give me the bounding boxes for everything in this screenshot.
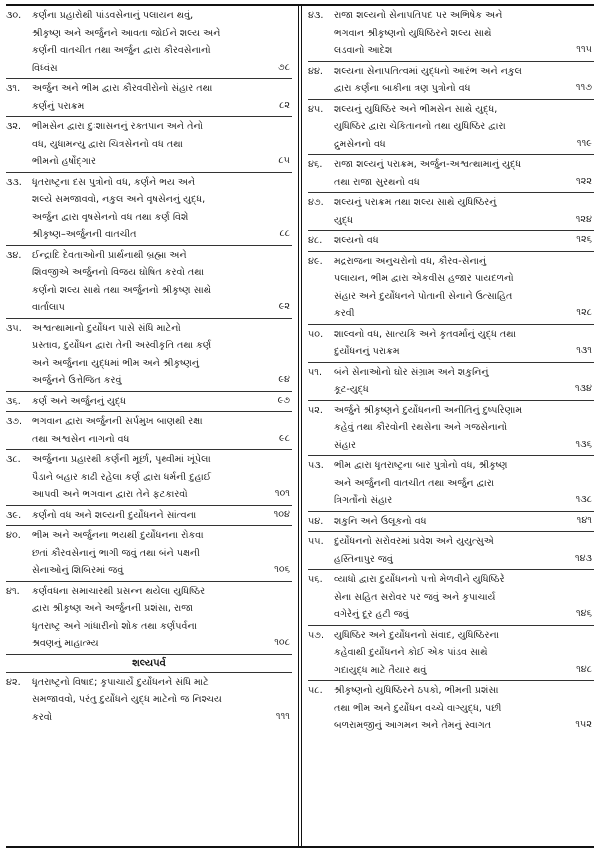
entry-title-line: ધૃતરાષ્ટ્રનો વિષાદ; કૃપાચાર્યે દુર્યોધનને સંધિ માટે: [32, 676, 209, 688]
entry-page-number: ૧૦૮: [274, 637, 290, 648]
entry-title-line: ભીમ દ્વારા ધૃતરાષ્ટ્રના બાર પુત્રોનો વધ, શ્રીકૃષ્ણ: [334, 460, 508, 471]
entry-page-number: ૮૨: [279, 99, 290, 111]
contents-entry: [6, 673, 292, 728]
entry-page-number: ૧૩૬: [575, 438, 592, 450]
entry-row: [6, 674, 292, 727]
entry-title-line: ભીમ અને અર્જુનના ભયથી દુર્યોધનના રોકવા: [32, 530, 204, 541]
entry-title-line: વિધ્વંસ: [32, 62, 58, 74]
entry-row: [308, 402, 594, 455]
entry-number: ૪૫.: [308, 103, 324, 115]
contents-entry: [308, 570, 594, 626]
entry-number: ૫૪.: [308, 515, 324, 527]
entry-title: [334, 101, 594, 154]
entry-row: [308, 253, 594, 323]
entry-title-line: અર્જુને શ્રીકૃષ્ણને દુર્યોધનની અનીતિનું દુષ્પરિણામ: [334, 404, 523, 416]
entry-title-line: અર્જુન દ્વારા વૃષસેનનો વધ તથા કર્ણ વિશે: [32, 211, 189, 223]
entry-title-line: શાલ્વનો વધ, સાત્યકિ અને કૃતવર્માનું યુદ્ધ તથા: [334, 328, 516, 340]
entry-row: [6, 118, 292, 171]
entry-number: ૫૨.: [308, 404, 323, 416]
contents-entry: [6, 392, 292, 413]
entry-title-line: અને અર્જુનની વાતચીત તથા અર્જુન દ્વારા: [334, 477, 495, 489]
entry-title: [32, 320, 292, 390]
entry-row: [308, 232, 594, 250]
contents-table: [6, 4, 594, 848]
contents-entry: [308, 155, 594, 193]
entry-title-line: ધૃતરાષ્ટ્ર અને ગાંધારીનો શોક તથા કર્ણપર્વના: [32, 620, 197, 632]
entry-title: [334, 533, 594, 568]
entry-title-line: રાજા શલ્યનું પરાક્રમ, અર્જુન-અશ્વત્થામાનું યુદ્ધ: [334, 159, 522, 170]
entry-title-line: ભીમસેન દ્વારા દુઃશાસનનું રક્તપાન અને તેનો: [32, 121, 204, 132]
entry-title: [334, 457, 594, 510]
entry-row: [6, 507, 292, 525]
contents-entry: [6, 319, 292, 392]
entry-title: [32, 413, 292, 448]
entry-title: [32, 174, 292, 244]
entry-page-number: ૧૨૪: [575, 213, 592, 225]
entry-row: [308, 7, 594, 60]
contents-entry: [6, 117, 292, 173]
entry-row: [308, 156, 594, 191]
entry-title: [334, 232, 594, 250]
entry-number: ૫૩.: [308, 460, 324, 471]
entry-row: [6, 413, 292, 448]
contents-entry: [308, 100, 594, 156]
entry-number: ૪૧.: [6, 585, 20, 597]
entry-title-line: શલ્યના સેનાપતિત્વમાં યુદ્ધનો આરંભ અને નકુલ: [334, 65, 522, 77]
entry-page-number: ૧૨૨: [576, 175, 592, 187]
contents-entry: [308, 325, 594, 363]
entry-title: [32, 674, 292, 727]
entry-number: ૩૭.: [6, 416, 23, 427]
entry-row: [308, 627, 594, 680]
contents-entry: [308, 6, 594, 62]
entry-title: [32, 527, 292, 580]
entry-title-line: સંહાર: [334, 439, 356, 451]
entry-title: [334, 194, 594, 229]
entry-title-line: સેનાઓનું શિબિરમાં જવું: [32, 565, 124, 576]
entry-row: [6, 451, 292, 504]
entry-number: ૩૧.: [6, 83, 21, 94]
entry-title-line: યુધિષ્ઠિર દ્વારા ચેકિતાનનો તથા યુધિષ્ઠિર દ્વારા: [334, 121, 506, 132]
entry-title-line: શ્રીકૃષ્ણ અને અર્જુનને આવતા જોઈને શલ્ય અને: [32, 27, 221, 39]
entry-title: [334, 571, 594, 624]
entry-number: ૪૭.: [308, 197, 324, 208]
entry-page-number: ૮૫: [278, 155, 290, 166]
entry-page-number: ૧૩૧: [576, 345, 592, 356]
entry-row: [6, 80, 292, 115]
entry-row: [6, 583, 292, 653]
entry-title: [334, 682, 594, 735]
entry-title-line: વ્યાધો દ્વારા દુર્યોધનનો પત્તો મેળવીને યુધિષ્ઠિરે: [334, 574, 505, 585]
entry-title-line: શલ્યનું યુધિષ્ઠિર અને ભીમસેન સાથે યુદ્ધ,: [334, 103, 498, 115]
entry-title-line: મદ્રરાજના અનુચરોનો વધ, કૌરવ-સેનાનું: [334, 255, 487, 267]
entry-page-number: ૯૨: [278, 301, 290, 312]
entry-page-number: ૧૪૮: [576, 663, 592, 675]
entry-page-number: ૧૨૮: [576, 307, 592, 318]
entry-page-number: ૯૮: [279, 432, 290, 444]
entry-title-line: કરવી: [334, 308, 355, 319]
contents-entry: [308, 456, 594, 512]
entry-page-number: ૧૩૪: [574, 383, 592, 394]
entry-title-line: દ્વારા શ્રીકૃષ્ણ અને અર્જુનની પ્રશંસા, રાજા: [32, 603, 194, 614]
entry-title: [334, 253, 594, 323]
entry-title-line: હસ્તિનાપુર જવું: [334, 553, 393, 565]
entry-title: [32, 7, 292, 77]
entry-title-line: અર્જુન અને ભીમ દ્વારા કૌરવવીરોનો સંહાર તથા: [32, 83, 213, 94]
entry-row: [6, 247, 292, 317]
entry-title-line: દ્રુમસેનનો વધ: [334, 138, 386, 150]
entry-page-number: ૧૩૮: [575, 494, 592, 505]
entry-row: [308, 194, 594, 229]
entry-row: [308, 101, 594, 154]
entry-number: ૩૪.: [6, 249, 22, 261]
entry-title-line: વધ, યુધામન્યુ દ્વારા ચિત્રસેનનો વધ તથા: [32, 138, 183, 150]
entry-title-line: સેના સહિત સરોવર પર જવું અને કૃપાચાર્ય: [334, 591, 496, 603]
contents-entry: [308, 193, 594, 231]
contents-entry: [308, 532, 594, 570]
entry-title-line: કર્ણના પ્રહારોથી પાંડવસેનાનું પલાયન થવું,: [32, 10, 194, 21]
entry-title: [334, 402, 594, 455]
entry-page-number: ૧૧૯: [576, 137, 592, 149]
entry-title-line: અર્જુનને ઉત્તેજિત કરવું: [32, 375, 122, 386]
contents-entry: [308, 231, 594, 252]
entry-row: [6, 7, 292, 77]
entry-title: [32, 451, 292, 504]
entry-number: ૪૬.: [308, 159, 323, 170]
entry-title-line: કર્ણ અને અર્જુનનું યુદ્ધ: [32, 395, 127, 407]
entry-title-line: યુદ્ધ: [334, 214, 353, 226]
entry-row: [308, 682, 594, 735]
entry-title-line: તથા અશ્વસેન નાગનો વધ: [32, 433, 130, 445]
entry-title-line: કર્ણની વાતચીત તથા અર્જુન દ્વારા કૌરવસેનાનો: [32, 45, 211, 56]
entry-title-line: આપવી અને ભગવાન દ્વારા તેને ફટકારવો: [32, 489, 188, 500]
entry-number: ૩૫.: [6, 322, 22, 334]
contents-entry: [6, 450, 292, 506]
entry-title-line: અર્જુનના પ્રહારથી કર્ણની મૂર્છા, પૃથ્વીમાં ખૂંપેલા: [32, 454, 211, 465]
entry-number: ૩૬.: [6, 395, 21, 407]
entry-page-number: ૭૮: [278, 61, 290, 73]
entry-title-line: રાજા શલ્યનો સેનાપતિપદ પર અભિષેક અને: [334, 10, 503, 21]
entry-title: [334, 364, 594, 399]
entry-title: [334, 627, 594, 680]
entry-title-line: તથા ભીમ અને દુર્યોધન વચ્ચે વાગ્યુદ્ધ, પછી: [334, 702, 502, 714]
contents-entry: [308, 62, 594, 100]
entry-page-number: ૧૦૬: [274, 564, 290, 575]
entry-title-line: ભીમનો હર્ષોદ્ગાર: [32, 156, 96, 167]
contents-entry: [308, 252, 594, 325]
entry-number: ૫૫.: [308, 536, 324, 547]
entry-page-number: ૧૨૬: [576, 234, 592, 245]
entry-title: [32, 393, 292, 411]
contents-entry: [6, 526, 292, 582]
entry-title: [32, 507, 292, 525]
entry-row: [308, 457, 594, 510]
entry-title-line: શલ્યનો વધ: [334, 235, 379, 246]
entry-page-number: ૧૧૧: [275, 710, 290, 722]
entry-title-line: ભગવાન દ્વારા અર્જુનની સર્પમુખ બાણથી રક્ષા: [32, 416, 203, 427]
contents-entry: [308, 401, 594, 457]
contents-entry: [6, 173, 292, 246]
entry-title: [32, 118, 292, 171]
entry-title-line: કહેવું તથા કૌરવોની રથસેના અને ગજસેનાનો: [334, 422, 508, 433]
entry-title-line: પલાયન, ભીમ દ્વારા એકવીસ હજાર પાયદળનો: [334, 273, 514, 284]
entry-page-number: ૯૭: [277, 394, 290, 406]
entry-title-line: કર્ણનો વધ અને શલ્યની દુર્યોધનને સાંત્વના: [32, 509, 197, 521]
entry-title: [334, 326, 594, 361]
entry-title-line: યુધિષ્ઠિર અને દુર્યોધનનો સંવાદ, યુધિષ્ઠિરના: [334, 629, 499, 641]
entry-number: ૫૧.: [308, 366, 323, 378]
entry-row: [6, 393, 292, 411]
entry-title: [334, 513, 594, 531]
entry-title: [334, 156, 594, 191]
entry-page-number: ૧૦૧: [274, 488, 290, 499]
entry-title-line: શલ્યનું પરાક્રમ તથા શલ્ય સાથે યુધિષ્ઠિરનું: [334, 197, 497, 208]
left-column: [6, 6, 298, 846]
contents-entry: [6, 246, 292, 319]
contents-entry: [6, 412, 292, 450]
entry-number: ૫૦.: [308, 328, 324, 340]
entry-title: [334, 7, 594, 60]
entry-title-line: શલ્યે સમજાવવો, નકુલ અને વૃષસેનનું યુદ્ધ,: [32, 194, 206, 205]
entry-title-line: ઈન્દ્રાદિ દેવતાઓની પ્રાર્થનાથી બ્રહ્મા અને: [32, 249, 187, 261]
entry-title-line: શ્રીકૃષ્ણનો યુધિષ્ઠિરને ઠપકો, ભીમની પ્રશંસા: [334, 685, 499, 696]
entry-page-number: ૧૦૪: [273, 508, 290, 520]
entry-title-line: પૈડાને બહાર કાઢી રહેલા કર્ણ દ્વારા ધર્મની દુહાઈ: [32, 471, 212, 483]
entry-page-number: ૧૪૩: [574, 552, 592, 564]
entry-number: ૪૩.: [308, 10, 324, 21]
entry-title-line: ગદાયુદ્ધ માટે તૈયાર થવું: [334, 664, 427, 676]
entry-number: ૪૦.: [6, 530, 21, 541]
entry-number: ૩૯.: [6, 509, 22, 521]
entry-row: [6, 320, 292, 390]
entry-title-line: દ્વારા કર્ણના બાકીના ત્રણ પુત્રોનો વધ: [334, 83, 471, 94]
section-heading: શલ્યપર્વ: [6, 655, 292, 673]
entry-page-number: ૧૫૨: [575, 719, 592, 730]
entry-title-line: બંને સેનાઓનો ઘોર સંગ્રામ અને શકુનિનું: [334, 366, 489, 378]
entry-row: [308, 63, 594, 98]
entry-row: [308, 513, 594, 531]
entry-page-number: ૧૧૫: [576, 44, 592, 55]
entry-title-line: દુર્યોધનનું પરાક્રમ: [334, 346, 400, 357]
contents-entry: [308, 363, 594, 401]
entry-row: [6, 527, 292, 580]
contents-entry: [6, 79, 292, 117]
entry-title: [32, 80, 292, 115]
entry-number: ૪૪.: [308, 65, 323, 77]
entry-title: [32, 583, 292, 653]
entry-title-line: ધૃતરાષ્ટ્રના દસ પુત્રોનો વધ, કર્ણને ભય અને: [32, 176, 196, 188]
entry-title-line: લડવાનો આદેશ: [334, 45, 393, 56]
entry-number: ૫૭.: [308, 629, 325, 641]
entry-title-line: કર્ણવધના સમાચારથી પ્રસન્ન થયેલા યુધિષ્ઠિર: [32, 585, 206, 597]
entry-title: [334, 63, 594, 98]
entry-row: [308, 326, 594, 361]
entry-title-line: શ્રવણનું માહાત્મ્ય: [32, 638, 99, 649]
entry-number: ૪૨.: [6, 676, 21, 688]
entry-number: ૩૦.: [6, 10, 22, 21]
entry-page-number: ૮૮: [279, 228, 290, 239]
entry-number: ૪૯.: [308, 255, 323, 267]
contents-entry: [6, 506, 292, 527]
entry-number: ૩૩.: [6, 176, 22, 188]
entry-number: ૫૮.: [308, 685, 323, 696]
entry-row: [6, 174, 292, 244]
entry-title-line: અશ્વત્થામાનો દુર્યોધન પાસે સંધિ માટેનો: [32, 322, 181, 334]
entry-title-line: ત્રિગર્તોનો સંહાર: [334, 495, 393, 506]
entry-title-line: સમજાવવો, પરંતુ દુર્યોધને યુદ્ધ માટેનો જ નિશ્ચય: [32, 694, 222, 705]
entry-row: [308, 533, 594, 568]
contents-entry: [6, 582, 292, 655]
entry-title-line: કરવો: [32, 711, 53, 723]
entry-title-line: શિવજીએ અર્જુનનો વિજય ઘોષિત કરવો તથા: [32, 267, 204, 278]
entry-number: ૩૨.: [6, 121, 22, 132]
entry-title: [32, 247, 292, 317]
entry-number: ૪૮.: [308, 235, 323, 246]
entry-title-line: દુર્યોધનનો સરોવરમાં પ્રવેશ અને યુયુત્સુએ: [334, 536, 494, 547]
entry-title-line: કર્ણનો શલ્ય સાથે તથા અર્જુનનો શ્રીકૃષ્ણ સાથે: [32, 284, 212, 296]
entry-row: [308, 571, 594, 624]
entry-page-number: ૧૧૭: [575, 82, 592, 93]
right-column: [302, 6, 594, 846]
entry-title-line: ભગવાન શ્રીકૃષ્ણનો યુધિષ્ઠિરને શલ્ય સાથે: [334, 27, 492, 39]
entry-title-line: શકુનિ અને ઉલૂકનો વધ: [334, 515, 427, 527]
entry-title-line: વગેરેનું દૂર હટી જવું: [334, 609, 409, 620]
entry-title-line: અને અર્જુનના યુદ્ધમાં ભીમ અને શ્રીકૃષ્ણનું: [32, 357, 200, 369]
entry-page-number: ૧૪૬: [575, 608, 592, 619]
entry-number: ૫૬.: [308, 574, 323, 585]
contents-entry: [308, 626, 594, 682]
entry-title-line: તથા રાજા સુરથનો વધ: [334, 176, 420, 188]
entry-title-line: શ્રીકૃષ્ણ–અર્જુનની વાતચીત: [32, 229, 137, 240]
entry-number: ૩૮.: [6, 454, 21, 465]
contents-entry: [6, 6, 292, 79]
entry-title-line: કૂટ-યુદ્ધ: [334, 384, 369, 395]
entry-title-line: છતાં કૌરવસેનાનું ભાગી જવું તથા બંને પક્ષની: [32, 547, 200, 559]
entry-title-line: કર્ણનું પરાક્રમ: [32, 100, 85, 112]
entry-title-line: પ્રસ્તાવ, દુર્યોધન દ્વારા તેની અસ્વીકૃતિ તથા કર્ણ: [32, 340, 212, 351]
entry-page-number: ૧૪૧: [576, 514, 592, 526]
entry-title-line: કહેવાથી દુર્યોધનને કોઈ એક પાંડવ સાથે: [334, 647, 488, 658]
entry-title-line: વાર્તાલાપ: [32, 302, 65, 313]
contents-entry: [308, 512, 594, 533]
contents-entry: [308, 681, 594, 736]
entry-title-line: સંહાર અને દુર્યોધનને પોતાની સેનાને ઉત્સાહિત: [334, 290, 513, 302]
entry-page-number: ૯૪: [278, 374, 290, 385]
entry-title-line: બળરામજીનું આગમન અને તેમનું સ્વાગત: [334, 720, 492, 731]
entry-row: [308, 364, 594, 399]
